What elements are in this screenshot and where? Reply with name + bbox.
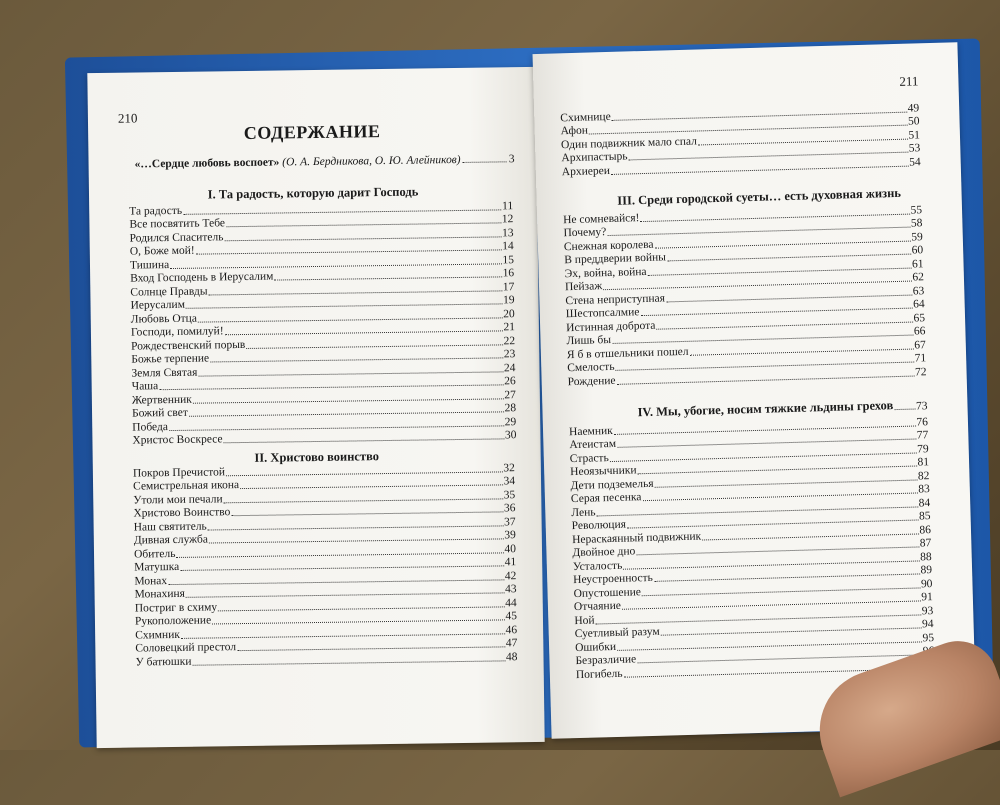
toc-entry-title: Схимник <box>135 628 180 642</box>
toc-entry-page: 43 <box>504 583 517 596</box>
toc-entry-page: 85 <box>918 510 931 523</box>
toc-entry-page: 91 <box>921 591 934 604</box>
toc-entry-title: Все посвятить Тебе <box>129 217 226 231</box>
toc-entry-title: Опустошение <box>573 585 642 600</box>
toc-entry-page: 79 <box>917 442 929 455</box>
toc-entry-page: 95 <box>922 631 935 644</box>
toc-entry-title: Покров Пречистой <box>132 465 226 480</box>
section-title: II. Христово воинство <box>254 449 380 465</box>
toc-entry-title: Архипастырь <box>561 150 628 165</box>
toc-entry-title: Шестопсалмие <box>565 306 640 321</box>
toc-entry-title: Постриг в схиму <box>134 600 218 615</box>
toc-entry-title: Жертвенник <box>131 393 192 407</box>
toc-entry-title: Победа <box>132 420 169 434</box>
toc-entry-title: Я б в отшельники пошел <box>566 345 689 361</box>
toc-entry-title: Страсть <box>569 451 609 465</box>
toc-entry-page: 90 <box>920 577 933 590</box>
toc-entry-page: 42 <box>504 569 517 582</box>
toc-entry-page: 29 <box>504 415 517 428</box>
toc-entry-title: Один подвижник мало спал <box>560 135 698 151</box>
toc-entry-page: 48 <box>505 650 518 663</box>
toc-entry-title: Схимнице <box>560 110 611 124</box>
dot-leader <box>224 438 504 443</box>
toc-entry-page: 32 <box>503 461 515 474</box>
toc-entry-title: Христово Воинство <box>133 506 231 520</box>
toc-entry-title: Наемник <box>568 424 613 438</box>
toc-entry-page: 76 <box>916 415 929 428</box>
toc-entry-page: 20 <box>503 307 515 320</box>
right-page <box>533 42 977 739</box>
toc-entry-page: 72 <box>914 365 927 379</box>
toc-entry-page: 26 <box>504 375 516 388</box>
dot-leader <box>192 660 505 665</box>
toc-list-section-2 <box>133 461 518 669</box>
toc-entry-title: О, Боже мой! <box>129 244 195 258</box>
toc-entry-title: Почему? <box>563 226 607 240</box>
toc-entry-page: 64 <box>912 298 925 311</box>
toc-entry-title: Усталость <box>572 559 623 573</box>
toc-entry-page: 17 <box>502 280 515 293</box>
toc-entry-page: 45 <box>505 610 518 623</box>
toc-entry-title: Архиереи <box>561 164 611 178</box>
toc-entry-page: 51 <box>908 128 921 142</box>
section-title: III. Среди городской суеты… есть духовная жизнь <box>617 185 902 208</box>
toc-entry-page: 65 <box>913 311 926 325</box>
toc-entry-page: 13 <box>501 226 514 239</box>
section-title-page: 73 <box>915 400 928 413</box>
toc-entry-page: 77 <box>916 429 929 442</box>
toc-entry-page: 93 <box>921 604 934 617</box>
toc-entry-page: 28 <box>504 402 517 415</box>
toc-entry-title: Ошибки <box>574 640 617 654</box>
intro-page: 3 <box>508 153 515 166</box>
toc-entry-title: Чаша <box>131 380 159 393</box>
toc-entry-page: 24 <box>503 361 516 374</box>
intro-title-bold: «…Сердце любовь воспоет» <box>134 156 280 171</box>
toc-entry-title: Стена неприступная <box>565 291 666 307</box>
contents-heading: СОДЕРЖАНИЕ <box>243 121 381 143</box>
toc-entry-title: Та радость <box>129 204 183 218</box>
toc-entry-page: 81 <box>917 456 930 469</box>
toc-entry-title: Атеистам <box>569 437 617 452</box>
toc-entry-page: 59 <box>911 230 923 244</box>
toc-entry-title: Неоязычники <box>570 464 637 479</box>
toc-entry-title: Безразличие <box>575 653 637 668</box>
toc-entry-page: 21 <box>503 321 515 334</box>
dot-leader <box>611 165 908 174</box>
toc-entry-title: У батюшки <box>135 655 192 669</box>
toc-entry-title: Монахиня <box>134 587 185 601</box>
section-title: IV. Мы, убогие, носим тяжкие льдины грехов <box>637 398 894 420</box>
toc-entry-title: Утоли мои печали <box>133 492 223 507</box>
toc-entry-page: 62 <box>912 271 925 284</box>
toc-entry-page: 83 <box>918 483 930 496</box>
toc-entry-page: 23 <box>503 348 516 361</box>
toc-entry-title: Матушка <box>134 560 180 574</box>
toc-entry-page: 58 <box>910 217 923 230</box>
toc-entry-title: Нераскаянный подвижник <box>571 530 702 546</box>
toc-entry-page: 61 <box>911 257 924 271</box>
toc-entry-title: Солнце Правды <box>130 285 208 299</box>
toc-entry-page: 60 <box>911 244 924 257</box>
toc-entry-page: 50 <box>907 115 920 128</box>
toc-entry-title: Господи, помилуй! <box>130 325 224 339</box>
toc-entry-page: 30 <box>504 429 517 442</box>
toc-entry-page: 88 <box>920 550 932 563</box>
toc-entry-page: 27 <box>504 388 516 401</box>
toc-entry-title: Смелость <box>567 360 615 375</box>
toc-entry-title: Ной <box>574 614 595 627</box>
toc-entry-page: 39 <box>504 529 516 542</box>
toc-entry-title: Христос Воскресе <box>132 433 223 447</box>
toc-entry-title: Любовь Отца <box>130 312 197 326</box>
toc-entry-title: Серая песенка <box>570 491 642 506</box>
toc-entry-title: Эх, война, война <box>564 265 647 280</box>
page-number: 211 <box>899 73 919 89</box>
toc-entry-title: Божий свет <box>131 406 188 420</box>
dot-leader <box>617 375 915 384</box>
toc-entry-page: 87 <box>919 537 932 550</box>
toc-entry-title: Лишь бы <box>566 333 612 348</box>
toc-entry-page: 89 <box>920 564 933 577</box>
toc-list-section-4 <box>569 415 935 681</box>
toc-entry-page: 22 <box>503 334 516 347</box>
intro-title <box>135 154 461 171</box>
toc-entry-title: Тишина <box>129 258 170 272</box>
toc-entry-page: 11 <box>502 199 514 212</box>
toc-entry-title: Божье терпение <box>131 352 210 366</box>
toc-entry-title: Семистрельная икона <box>133 479 240 493</box>
toc-entry-title: Двойное дно <box>572 545 636 560</box>
toc-entry-page: 41 <box>504 556 517 569</box>
toc-entry-title: Погибель <box>575 667 623 681</box>
toc-entry-page: 37 <box>504 515 516 528</box>
toc-entry-page: 54 <box>909 155 921 169</box>
toc-entry-title: Не сомневайся! <box>562 211 640 226</box>
toc-entry-title: Дети подземелья <box>570 477 654 492</box>
toc-entry-page: 44 <box>505 596 517 609</box>
toc-list-section-3 <box>563 203 927 388</box>
toc-entry-title: Дивная служба <box>133 533 208 547</box>
toc-entry-title: Рукоположение <box>134 614 212 628</box>
left-page <box>87 67 544 748</box>
toc-entry-page: 40 <box>504 542 517 555</box>
toc-entry-page: 14 <box>502 240 514 253</box>
toc-entry-page: 71 <box>914 352 927 365</box>
toc-entry-page: 15 <box>502 253 515 266</box>
toc-entry-page: 66 <box>913 325 926 338</box>
toc-entry-page: 16 <box>502 267 515 280</box>
toc-entry-title: Истинная доброта <box>566 319 656 334</box>
toc-entry-title: В преддверии войны <box>564 251 667 267</box>
toc-entry-title: Рождественский порыв <box>131 338 246 353</box>
toc-entry-title: Неустроенность <box>573 571 653 587</box>
page-number: 210 <box>117 110 138 126</box>
toc-entry-page: 36 <box>503 502 516 515</box>
toc-entry-title: Обитель <box>133 547 176 561</box>
toc-list-continued <box>560 101 921 178</box>
toc-entry-title: Наш святитель <box>133 520 207 534</box>
intro-entry <box>135 153 515 170</box>
toc-entry-title: Монах <box>134 574 168 588</box>
toc-entry-title: Революция <box>571 518 627 533</box>
toc-entry-page: 46 <box>505 623 518 636</box>
toc-entry-page: 67 <box>914 338 926 352</box>
toc-entry-title: Пейзаж <box>564 280 603 294</box>
toc-entry-title: Соловецкий престол <box>135 641 237 655</box>
toc-entry-title: Вход Господень в Иерусалим <box>130 270 274 285</box>
toc-entry-page: 94 <box>921 618 934 631</box>
section-title: I. Та радость, которую дарит Господь <box>207 184 419 202</box>
intro-authors: (О. А. Бердникова, О. Ю. Алейников) <box>282 153 461 169</box>
toc-entry-page: 47 <box>505 637 518 650</box>
toc-entry-title: Рождение <box>567 374 616 388</box>
toc-entry-page: 12 <box>501 213 514 226</box>
toc-entry-page: 49 <box>907 101 920 115</box>
toc-entry-title: Родился Спаситель <box>129 230 224 245</box>
toc-entry-title: Афон <box>560 124 589 138</box>
toc-entry-page: 53 <box>908 142 921 155</box>
toc-entry-page: 34 <box>503 475 516 488</box>
toc-entry-title: Снежная королева <box>563 238 654 253</box>
toc-entry-page: 19 <box>502 294 515 307</box>
toc-entry-page: 55 <box>910 203 923 217</box>
toc-entry-page: 86 <box>919 523 932 536</box>
toc-list-section-1 <box>129 199 516 447</box>
toc-entry-page: 84 <box>918 496 931 509</box>
toc-entry-title: Иерусалим <box>130 298 186 312</box>
toc-entry-title: Отчаяние <box>573 599 622 614</box>
toc-entry-title: Суетливый разум <box>574 625 660 641</box>
toc-entry-page: 35 <box>503 488 516 501</box>
toc-entry-title: Лень <box>571 505 596 519</box>
toc-entry-page: 82 <box>917 469 930 482</box>
toc-entry-page: 63 <box>912 284 925 298</box>
toc-entry-title: Земля Святая <box>131 366 198 380</box>
